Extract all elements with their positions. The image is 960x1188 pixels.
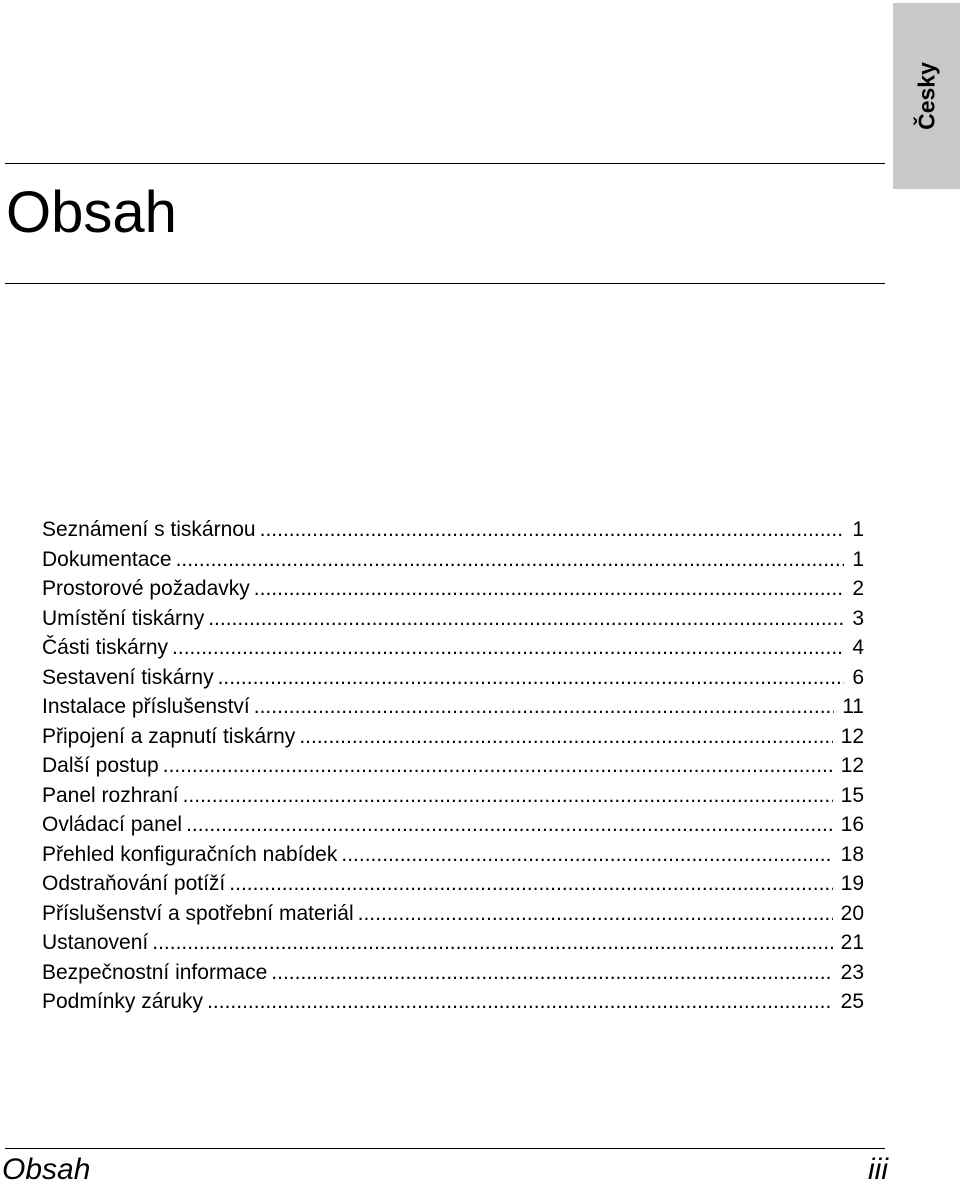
toc-entry-page: 12 (840, 754, 864, 777)
toc-entry[interactable] (42, 781, 864, 811)
toc-entry-label: Sestavení tiskárny (42, 665, 214, 689)
toc-entry-page: 25 (840, 990, 864, 1013)
toc-entry[interactable] (42, 692, 864, 722)
toc-entry[interactable] (42, 751, 864, 781)
toc-leader-dots (358, 899, 833, 929)
toc-leader-dots (299, 722, 832, 752)
toc-entry-page: 6 (852, 665, 864, 689)
toc-entry-label: Prostorové požadavky (42, 577, 250, 600)
toc-leader-dots (183, 781, 833, 811)
toc-entry-page: 3 (852, 606, 864, 630)
toc-leader-dots (254, 574, 845, 604)
footer-title: Obsah (2, 1153, 91, 1186)
toc-leader-dots (254, 692, 834, 722)
toc-entry[interactable] (42, 515, 864, 545)
toc-entry-label: Další postup (42, 754, 159, 777)
toc-entry-label: Připojení a zapnutí tiskárny (42, 724, 296, 748)
title-rule (5, 283, 885, 284)
toc-entry[interactable] (42, 958, 864, 988)
toc-entry-label: Příslušenství a spotřební materiál (42, 901, 354, 925)
toc-entry-label: Části tiskárny (42, 636, 169, 659)
header-rule (5, 163, 885, 164)
toc-entry[interactable] (42, 604, 864, 634)
toc-entry[interactable] (42, 840, 864, 870)
toc-leader-dots (271, 958, 832, 988)
toc-entry[interactable] (42, 928, 864, 958)
toc-entry-label: Odstraňování potíží (42, 872, 226, 895)
toc-entry[interactable] (42, 574, 864, 604)
toc-entry-page: 1 (852, 518, 864, 541)
toc-leader-dots (152, 928, 832, 958)
toc-leader-dots (260, 515, 845, 545)
toc-entry-label: Ovládací panel (42, 813, 183, 836)
toc-entry-page: 12 (840, 724, 864, 748)
toc-leader-dots (207, 987, 833, 1017)
toc-entry-page: 15 (840, 783, 864, 807)
footer-rule (5, 1148, 885, 1149)
toc-leader-dots (176, 545, 845, 575)
toc-leader-dots (229, 869, 832, 899)
toc-entry[interactable] (42, 722, 864, 752)
toc-entry-page: 1 (852, 547, 864, 571)
toc-entry[interactable] (42, 987, 864, 1017)
toc-entry-page: 18 (840, 842, 864, 866)
toc-leader-dots (186, 810, 833, 840)
toc-leader-dots (163, 751, 833, 781)
toc-entry-label: Dokumentace (42, 547, 172, 571)
toc-entry-page: 2 (852, 577, 864, 600)
toc-entry-label: Panel rozhraní (42, 783, 179, 807)
toc-entry-label: Instalace příslušenství (42, 695, 250, 718)
toc-entry-page: 16 (840, 813, 864, 836)
language-tab-label: Česky (913, 62, 939, 130)
toc-leader-dots (341, 840, 832, 870)
toc-entry-label: Přehled konfiguračních nabídek (42, 842, 338, 866)
toc-leader-dots (172, 633, 844, 663)
page-title: Obsah (6, 180, 177, 245)
toc-entry-page: 20 (840, 901, 864, 925)
toc-entry[interactable] (42, 633, 864, 663)
language-tab (893, 3, 960, 189)
toc-entry-page: 11 (842, 695, 864, 718)
toc-entry-page: 23 (840, 960, 864, 984)
toc-entry[interactable] (42, 545, 864, 575)
toc-entry-label: Seznámení s tiskárnou (42, 518, 256, 541)
toc-leader-dots (208, 604, 844, 634)
toc-entry-label: Podmínky záruky (42, 990, 204, 1013)
toc-leader-dots (218, 663, 845, 693)
footer-page-number: iii (868, 1153, 888, 1186)
toc-entry-label: Bezpečnostní informace (42, 960, 268, 984)
toc-entry-page: 21 (840, 931, 864, 954)
toc-entry-page: 19 (840, 872, 864, 895)
toc-entry[interactable] (42, 869, 864, 899)
toc-entry[interactable] (42, 810, 864, 840)
toc-entry-page: 4 (852, 636, 864, 659)
toc-entry-label: Umístění tiskárny (42, 606, 205, 630)
toc-entry[interactable] (42, 899, 864, 929)
toc-entry-label: Ustanovení (42, 931, 149, 954)
toc-entry[interactable] (42, 663, 864, 693)
table-of-contents (42, 515, 864, 1017)
